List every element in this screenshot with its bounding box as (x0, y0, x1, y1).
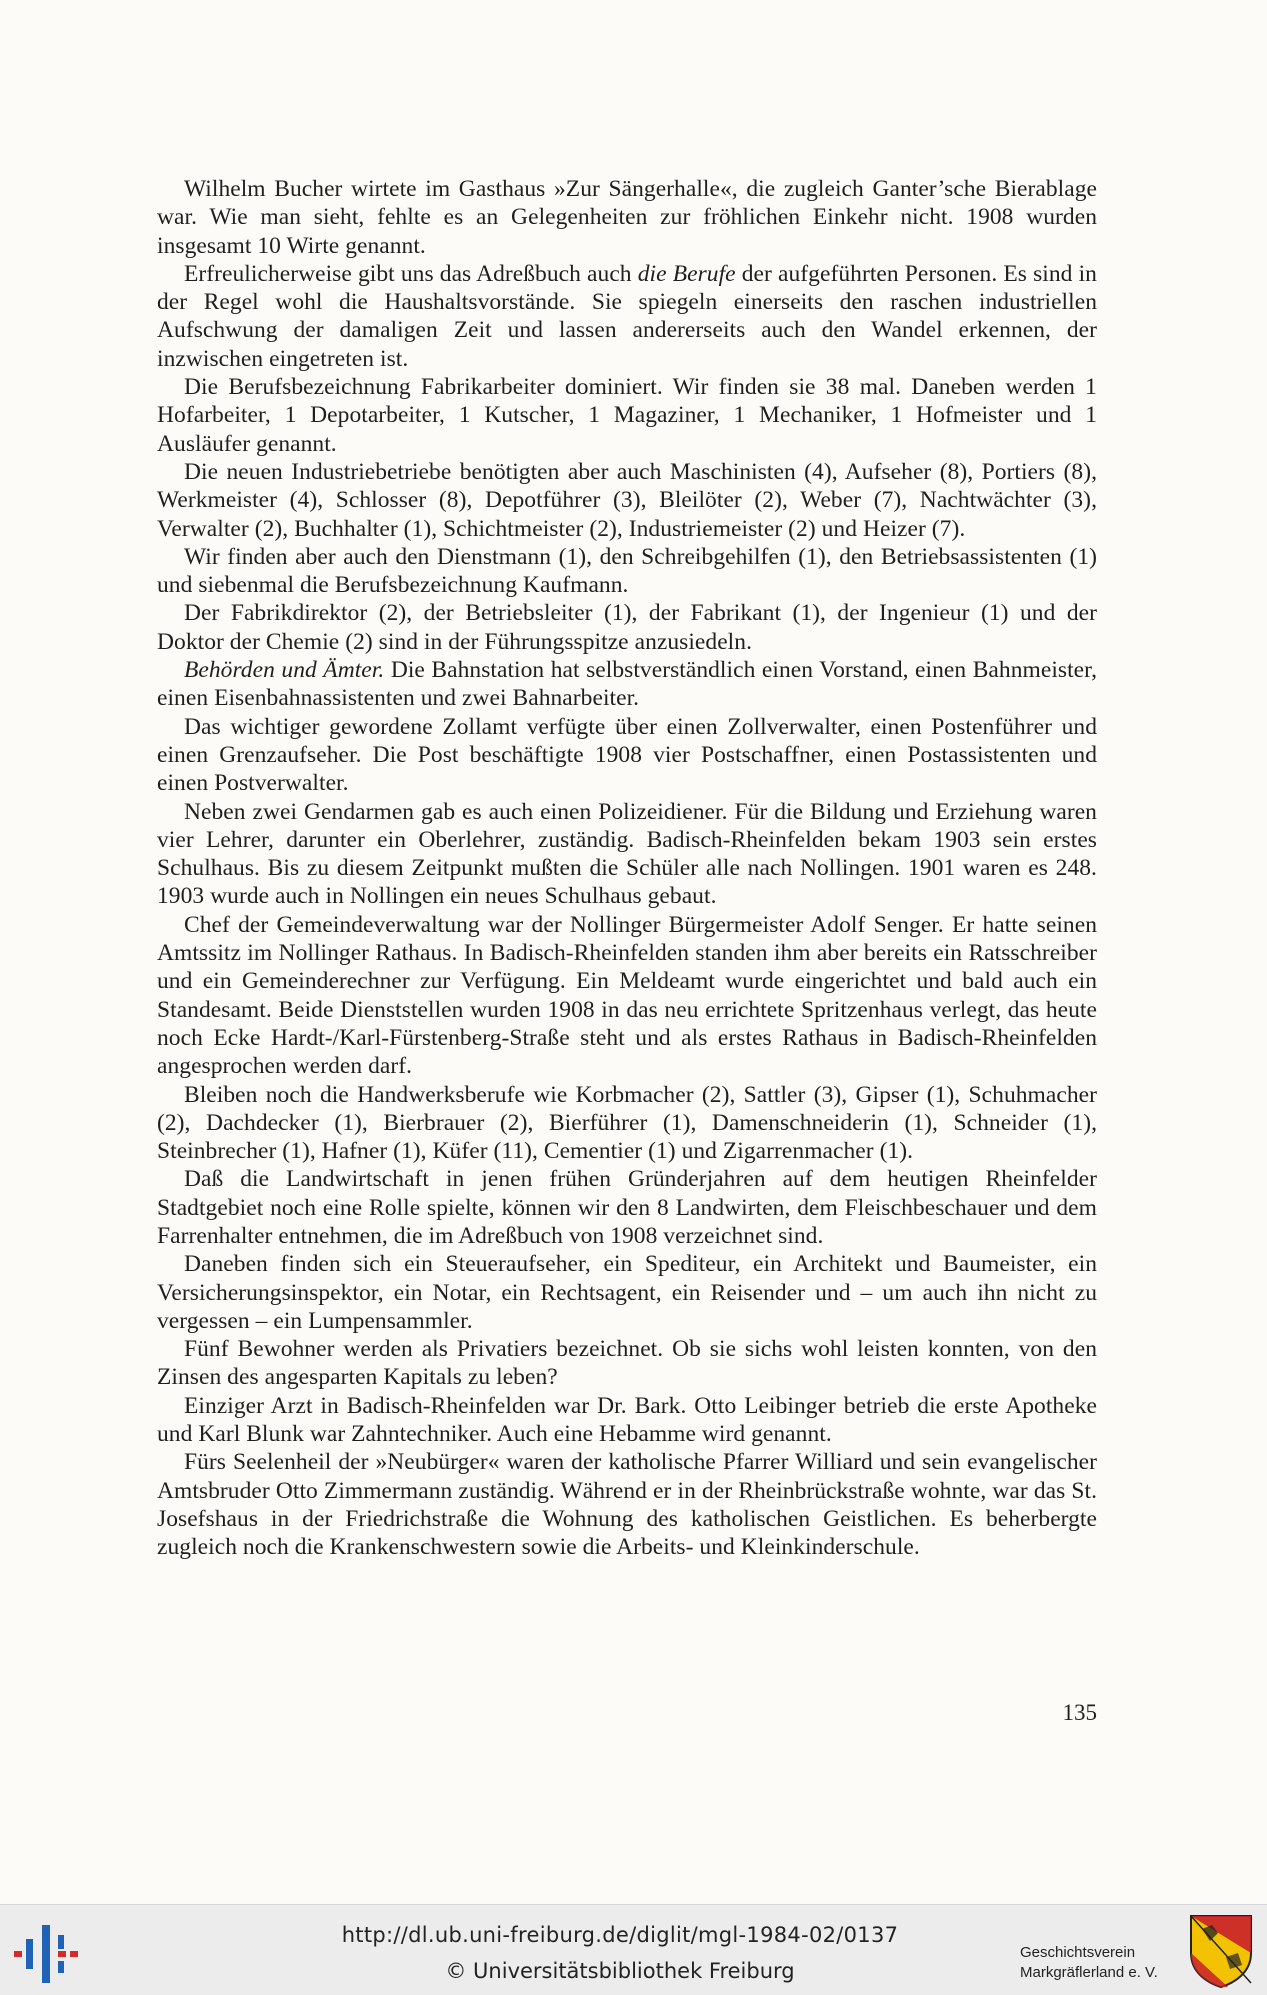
paragraph-11: Bleiben noch die Handwerksberufe wie Korbmacher (2), Sattler (3), Gipser (1), Schuhmacher (2), Dachdecker (1), Bierbrauer (2), Bierführer (1), Damenschneiderin (1), Schneider (1), Steinbrecher (1), Hafner (1), Küfer (11), Cementier (1) und Zigarrenmacher (1). (157, 1081, 1097, 1165)
paragraph-2-emphasis: die Berufe (637, 260, 736, 287)
viewer-footer (0, 1904, 1267, 1995)
copyright-text: © Universitätsbibliothek Freiburg (445, 1959, 795, 1983)
paragraph-14: Fünf Bewohner werden als Privatiers bezeichnet. Ob sie sichs wohl leisten konnten, von den Zinsen des angesparten Kapitals zu leben? (157, 1336, 1097, 1391)
body-text (157, 175, 1097, 1562)
paragraph-10: Chef der Gemeindeverwaltung war der Nollinger Bürgermeister Adolf Senger. Er hatte seinen Amtssitz im Nollinger Rathaus. In Badisch-Rheinfelden standen ihm aber bereits ein Ratsschreiber und ein Gemeinderechner zur Verfügung. Ein Meldeamt wurde eingerichtet und bald auch ein Standesamt. Beide Dienststellen wurden 1908 in das neu errichtete Spritzenhaus verlegt, das heute noch Ecke Hardt-/Karl-Fürstenberg-Straße steht und als erstes Rathaus in Badisch-Rheinfelden angesprochen werden darf. (157, 911, 1097, 1080)
document-url-link[interactable]: http://dl.ub.uni-freiburg.de/diglit/mgl-1984-02/0137 (341, 1923, 899, 1947)
society-name-line2: Markgräflerland e. V. (1020, 1964, 1158, 1981)
section-heading-behoerden: Behörden und Ämter. (184, 657, 385, 684)
paragraph-3: Die Berufsbezeichnung Fabrikarbeiter dominiert. Wir finden sie 38 mal. Daneben werden 1 Hofarbeiter, 1 Depotarbeiter, 1 Kutscher, 1 Magaziner, 1 Mechaniker, 1 Hofmeister und 1 Ausläufer genannt. (157, 374, 1097, 457)
paragraph-6: Der Fabrikdirektor (2), der Betriebsleiter (1), der Fabrikant (1), der Ingenieur (1) und der Doktor der Chemie (2) sind in der Führungsspitze anzusiedeln. (157, 600, 1097, 655)
page-number: 135 (1062, 1700, 1097, 1725)
paragraph-2 (157, 260, 1097, 373)
paragraph-16: Fürs Seelenheil der »Neubürger« waren der katholische Pfarrer Williard und sein evangelischer Amtsbruder Otto Zimmermann zuständig. Während er in der Rheinbrückstraße wohnte, war das St. Josefshaus in der Friedrichstraße die Wohnung des katholischen Geistlichen. Es beherbergte zugleich noch die Krankenschwestern sowie die Arbeits- und Kleinkinderschule. (157, 1449, 1097, 1561)
paragraph-15: Einziger Arzt in Badisch-Rheinfelden war Dr. Bark. Otto Leibinger betrieb die erste Apotheke und Karl Blunk war Zahntechniker. Auch eine Hebamme wird genannt. (157, 1392, 1097, 1448)
paragraph-2-start: Erfreulicherweise gibt uns das Adreßbuch auch (184, 260, 638, 287)
paragraph-2-rest: der aufgeführten Personen. Es sind in der Regel wohl die Haushaltsvorstände. Sie spiegeln einerseits den raschen industriellen Aufschwung der damaligen Zeit und lassen andererseits auch den Wandel erkennen, der inzwischen eingetreten ist. (157, 260, 1097, 372)
society-name-line1: Geschichtsverein (1020, 1944, 1136, 1961)
coat-of-arms-icon[interactable] (1188, 1913, 1254, 1989)
paragraph-4: Die neuen Industriebetriebe benötigten aber auch Maschinisten (4), Aufseher (8), Portiers (8), Werkmeister (4), Schlosser (8), Depotführer (3), Bleilöter (2), Weber (7), Nachtwächter (3), Verwalter (2), Buchhalter (1), Schichtmeister (2), Industriemeister (2) und Heizer (7). (157, 458, 1097, 542)
paragraph-9: Neben zwei Gendarmen gab es auch einen Polizeidiener. Für die Bildung und Erziehung waren vier Lehrer, darunter ein Oberlehrer, zuständig. Badisch-Rheinfelden bekam 1903 sein erstes Schulhaus. Bis zu diesem Zeitpunkt mußten die Schüler alle nach Nollingen. 1901 waren es 248. 1903 wurde auch in Nollingen ein neues Schulhaus gebaut. (157, 798, 1097, 910)
paragraph-7-rest: Die Bahnstation hat selbstverständlich einen Vorstand, einen Bahnmeister, einen Eisenbahnassistenten und zwei Bahnarbeiter. (157, 657, 1098, 712)
paragraph-5: Wir finden aber auch den Dienstmann (1), den Schreibgehilfen (1), den Betriebsassistenten (1) und siebenmal die Berufsbezeichnung Kaufmann. (157, 543, 1097, 599)
society-name (1020, 1943, 1158, 1983)
paragraph-1: Wilhelm Bucher wirtete im Gasthaus »Zur Sängerhalle«, die zugleich Ganter’sche Bierablage war. Wie man sieht, fehlte es an Gelegenheiten zur fröhlichen Einkehr nicht. 1908 wurden insgesamt 10 Wirte genannt. (157, 176, 1097, 259)
paragraph-8: Das wichtiger gewordene Zollamt verfügte über einen Zollverwalter, einen Postenführer und einen Grenzaufseher. Die Post beschäftigte 1908 vier Postschaffner, einen Postassistenten und einen Postverwalter. (157, 713, 1097, 797)
paragraph-7 (157, 656, 1097, 713)
paragraph-13: Daneben finden sich ein Steueraufseher, ein Spediteur, ein Architekt und Baumeister, ein Versicherungsinspektor, ein Notar, ein Rechtsagent, ein Reisender und – um auch ihn nicht zu vergessen – ein Lumpensammler. (157, 1251, 1097, 1334)
ub-freiburg-logo-icon[interactable] (12, 1921, 82, 1987)
paragraph-12: Daß die Landwirtschaft in jenen frühen Gründerjahren auf dem heutigen Rheinfelder Stadtgebiet noch eine Rolle spielte, können wir den 8 Landwirten, dem Fleischbeschauer und dem Farrenhalter entnehmen, die im Adreßbuch von 1908 verzeichnet sind. (157, 1166, 1097, 1249)
